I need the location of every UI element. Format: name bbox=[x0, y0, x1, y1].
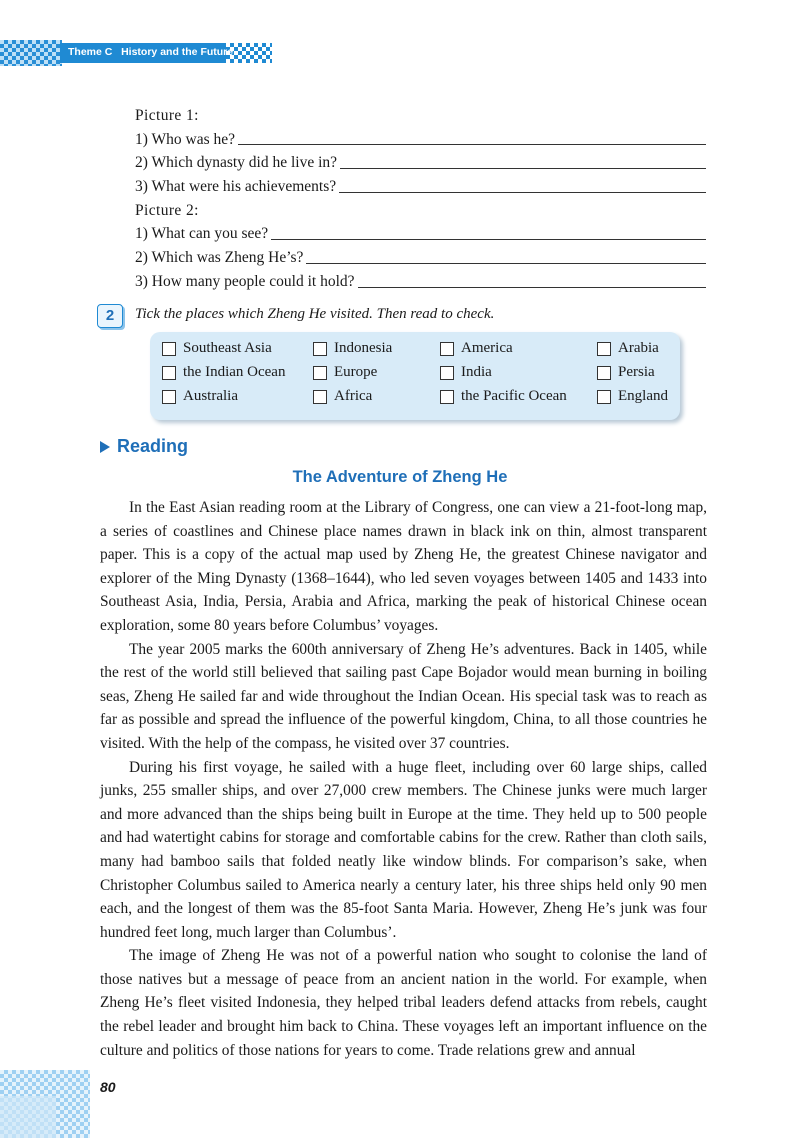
place-label: the Pacific Ocean bbox=[461, 388, 567, 404]
page-number: 80 bbox=[100, 1079, 116, 1095]
header-pixel-pattern bbox=[0, 40, 62, 66]
answer-blank[interactable] bbox=[306, 263, 706, 264]
exercise-instruction: Tick the places which Zheng He visited. Then read to check. bbox=[135, 306, 495, 322]
question-label: 2) Which dynasty did he live in? bbox=[135, 154, 338, 172]
article-title: The Adventure of Zheng He bbox=[292, 468, 508, 486]
question-line bbox=[135, 222, 710, 246]
place-label: India bbox=[461, 364, 492, 380]
place-option[interactable] bbox=[440, 388, 567, 405]
triangle-right-icon bbox=[100, 441, 110, 453]
picture2-heading: Picture 2: bbox=[135, 201, 199, 219]
checkbox-icon[interactable] bbox=[162, 390, 176, 404]
place-option[interactable] bbox=[440, 364, 492, 381]
article-paragraph: In the East Asian reading room at the Library of Congress, one can view a 21-foot-long map, a series of coastlines and Chinese place names drawn in black ink on thin, almost transparent paper. This is a copy of the actual map used by Zheng He, the greatest Chinese navigator and explorer of the Ming Dynasty (1368–1644), who led seven voyages between 1405 and 1433 into Southeast Asia, India, Persia, Arabia and Africa, marking the peak of historical Chinese ocean exploration, some 80 years before Columbus’ voyages. bbox=[100, 499, 707, 634]
place-label: England bbox=[618, 388, 668, 404]
checkbox-icon[interactable] bbox=[313, 390, 327, 404]
checkbox-icon[interactable] bbox=[440, 366, 454, 380]
checkbox-icon[interactable] bbox=[162, 366, 176, 380]
place-option[interactable] bbox=[597, 364, 655, 381]
place-label: Africa bbox=[334, 388, 373, 404]
place-option[interactable] bbox=[313, 388, 372, 405]
question-line bbox=[135, 175, 710, 199]
checkbox-icon[interactable] bbox=[440, 342, 454, 356]
checkbox-icon[interactable] bbox=[440, 390, 454, 404]
reading-heading-label: Reading bbox=[117, 436, 189, 456]
place-label: Arabia bbox=[618, 340, 659, 356]
place-label: Europe bbox=[334, 364, 378, 380]
place-label: America bbox=[461, 340, 513, 356]
picture1-heading: Picture 1: bbox=[135, 107, 199, 124]
question-list bbox=[135, 104, 710, 294]
question-label: 1) Who was he? bbox=[135, 130, 236, 148]
place-label: Persia bbox=[618, 364, 655, 380]
answer-blank[interactable] bbox=[238, 144, 706, 145]
checkbox-icon[interactable] bbox=[597, 390, 611, 404]
place-label: the Indian Ocean bbox=[183, 364, 286, 380]
exercise-number-badge: 2 bbox=[97, 304, 123, 328]
article-body bbox=[100, 496, 707, 1062]
question-label: 2) Which was Zheng He’s? bbox=[135, 249, 304, 267]
answer-blank[interactable] bbox=[340, 168, 706, 169]
checkbox-icon[interactable] bbox=[313, 366, 327, 380]
place-option[interactable] bbox=[597, 388, 668, 405]
place-option[interactable] bbox=[313, 364, 377, 381]
question-label: 3) What were his achievements? bbox=[135, 178, 337, 196]
places-checklist bbox=[150, 332, 680, 420]
checkbox-icon[interactable] bbox=[597, 342, 611, 356]
answer-blank[interactable] bbox=[271, 239, 706, 240]
article-paragraph: The year 2005 marks the 600th anniversary of Zheng He’s adventures. Back in 1405, while the rest of the world still believed that sailing past Cape Bojador would mean burning in boiling seas, Zheng He sailed far and wide throughout the Indian Ocean. His special task was to reach as far as possible and spread the influence of the powerful kingdom, China, to all those countries he visited. With the help of the compass, he visited over 37 countries. bbox=[100, 640, 707, 752]
checkbox-icon[interactable] bbox=[597, 366, 611, 380]
answer-blank[interactable] bbox=[358, 287, 706, 288]
chapter-header bbox=[0, 40, 275, 66]
place-label: Australia bbox=[183, 388, 238, 404]
question-label: 1) What can you see? bbox=[135, 225, 269, 243]
footer-pixel-shade bbox=[0, 1096, 56, 1138]
checkbox-icon[interactable] bbox=[162, 342, 176, 356]
place-label: Indonesia bbox=[334, 340, 393, 356]
question-line bbox=[135, 151, 710, 175]
question-label: 3) How many people could it hold? bbox=[135, 272, 355, 290]
article-paragraph: The image of Zheng He was not of a powerful nation who sought to colonise the land of those natives but a message of peace from an ancient nation in the world. For example, when Zheng He’s fleet visited Indonesia, they helped tribal leaders defend attacks from rebels, caught the rebel leader and brought him back to China. These voyages left an important influence on the culture and politics of those nations for years to come. Trade relations grew and annual bbox=[100, 947, 707, 1059]
chapter-title: Theme C History and the Future bbox=[68, 46, 234, 58]
article-paragraph: During his first voyage, he sailed with a huge fleet, including over 60 large ships, called junks, 255 smaller ships, and over 27,000 crew members. The Chinese junks were much larger and more advanced than the ships being built in Europe at the time. They held up to 500 people and had watertight cabins for storage and comfortable cabins for the crew. Rather than cloth sails, many had bamboo sails that folded neatly like window blinds. For comparison’s sake, when Christopher Columbus sailed to America nearly a century later, his three ships held only 90 men each, and the longest of them was the 85-foot Santa Maria. However, Zheng He’s junk was four hundred feet long, much larger than Columbus’. bbox=[100, 758, 707, 941]
question-line bbox=[135, 128, 710, 152]
question-line bbox=[135, 246, 710, 270]
place-option[interactable] bbox=[440, 340, 513, 357]
checkbox-icon[interactable] bbox=[313, 342, 327, 356]
reading-section-heading bbox=[100, 436, 188, 457]
place-option[interactable] bbox=[313, 340, 392, 357]
place-option[interactable] bbox=[162, 340, 272, 357]
place-option[interactable] bbox=[162, 388, 238, 405]
place-label: Southeast Asia bbox=[183, 340, 272, 356]
place-option[interactable] bbox=[597, 340, 659, 357]
question-line bbox=[135, 270, 710, 294]
place-option[interactable] bbox=[162, 364, 285, 381]
answer-blank[interactable] bbox=[339, 192, 706, 193]
